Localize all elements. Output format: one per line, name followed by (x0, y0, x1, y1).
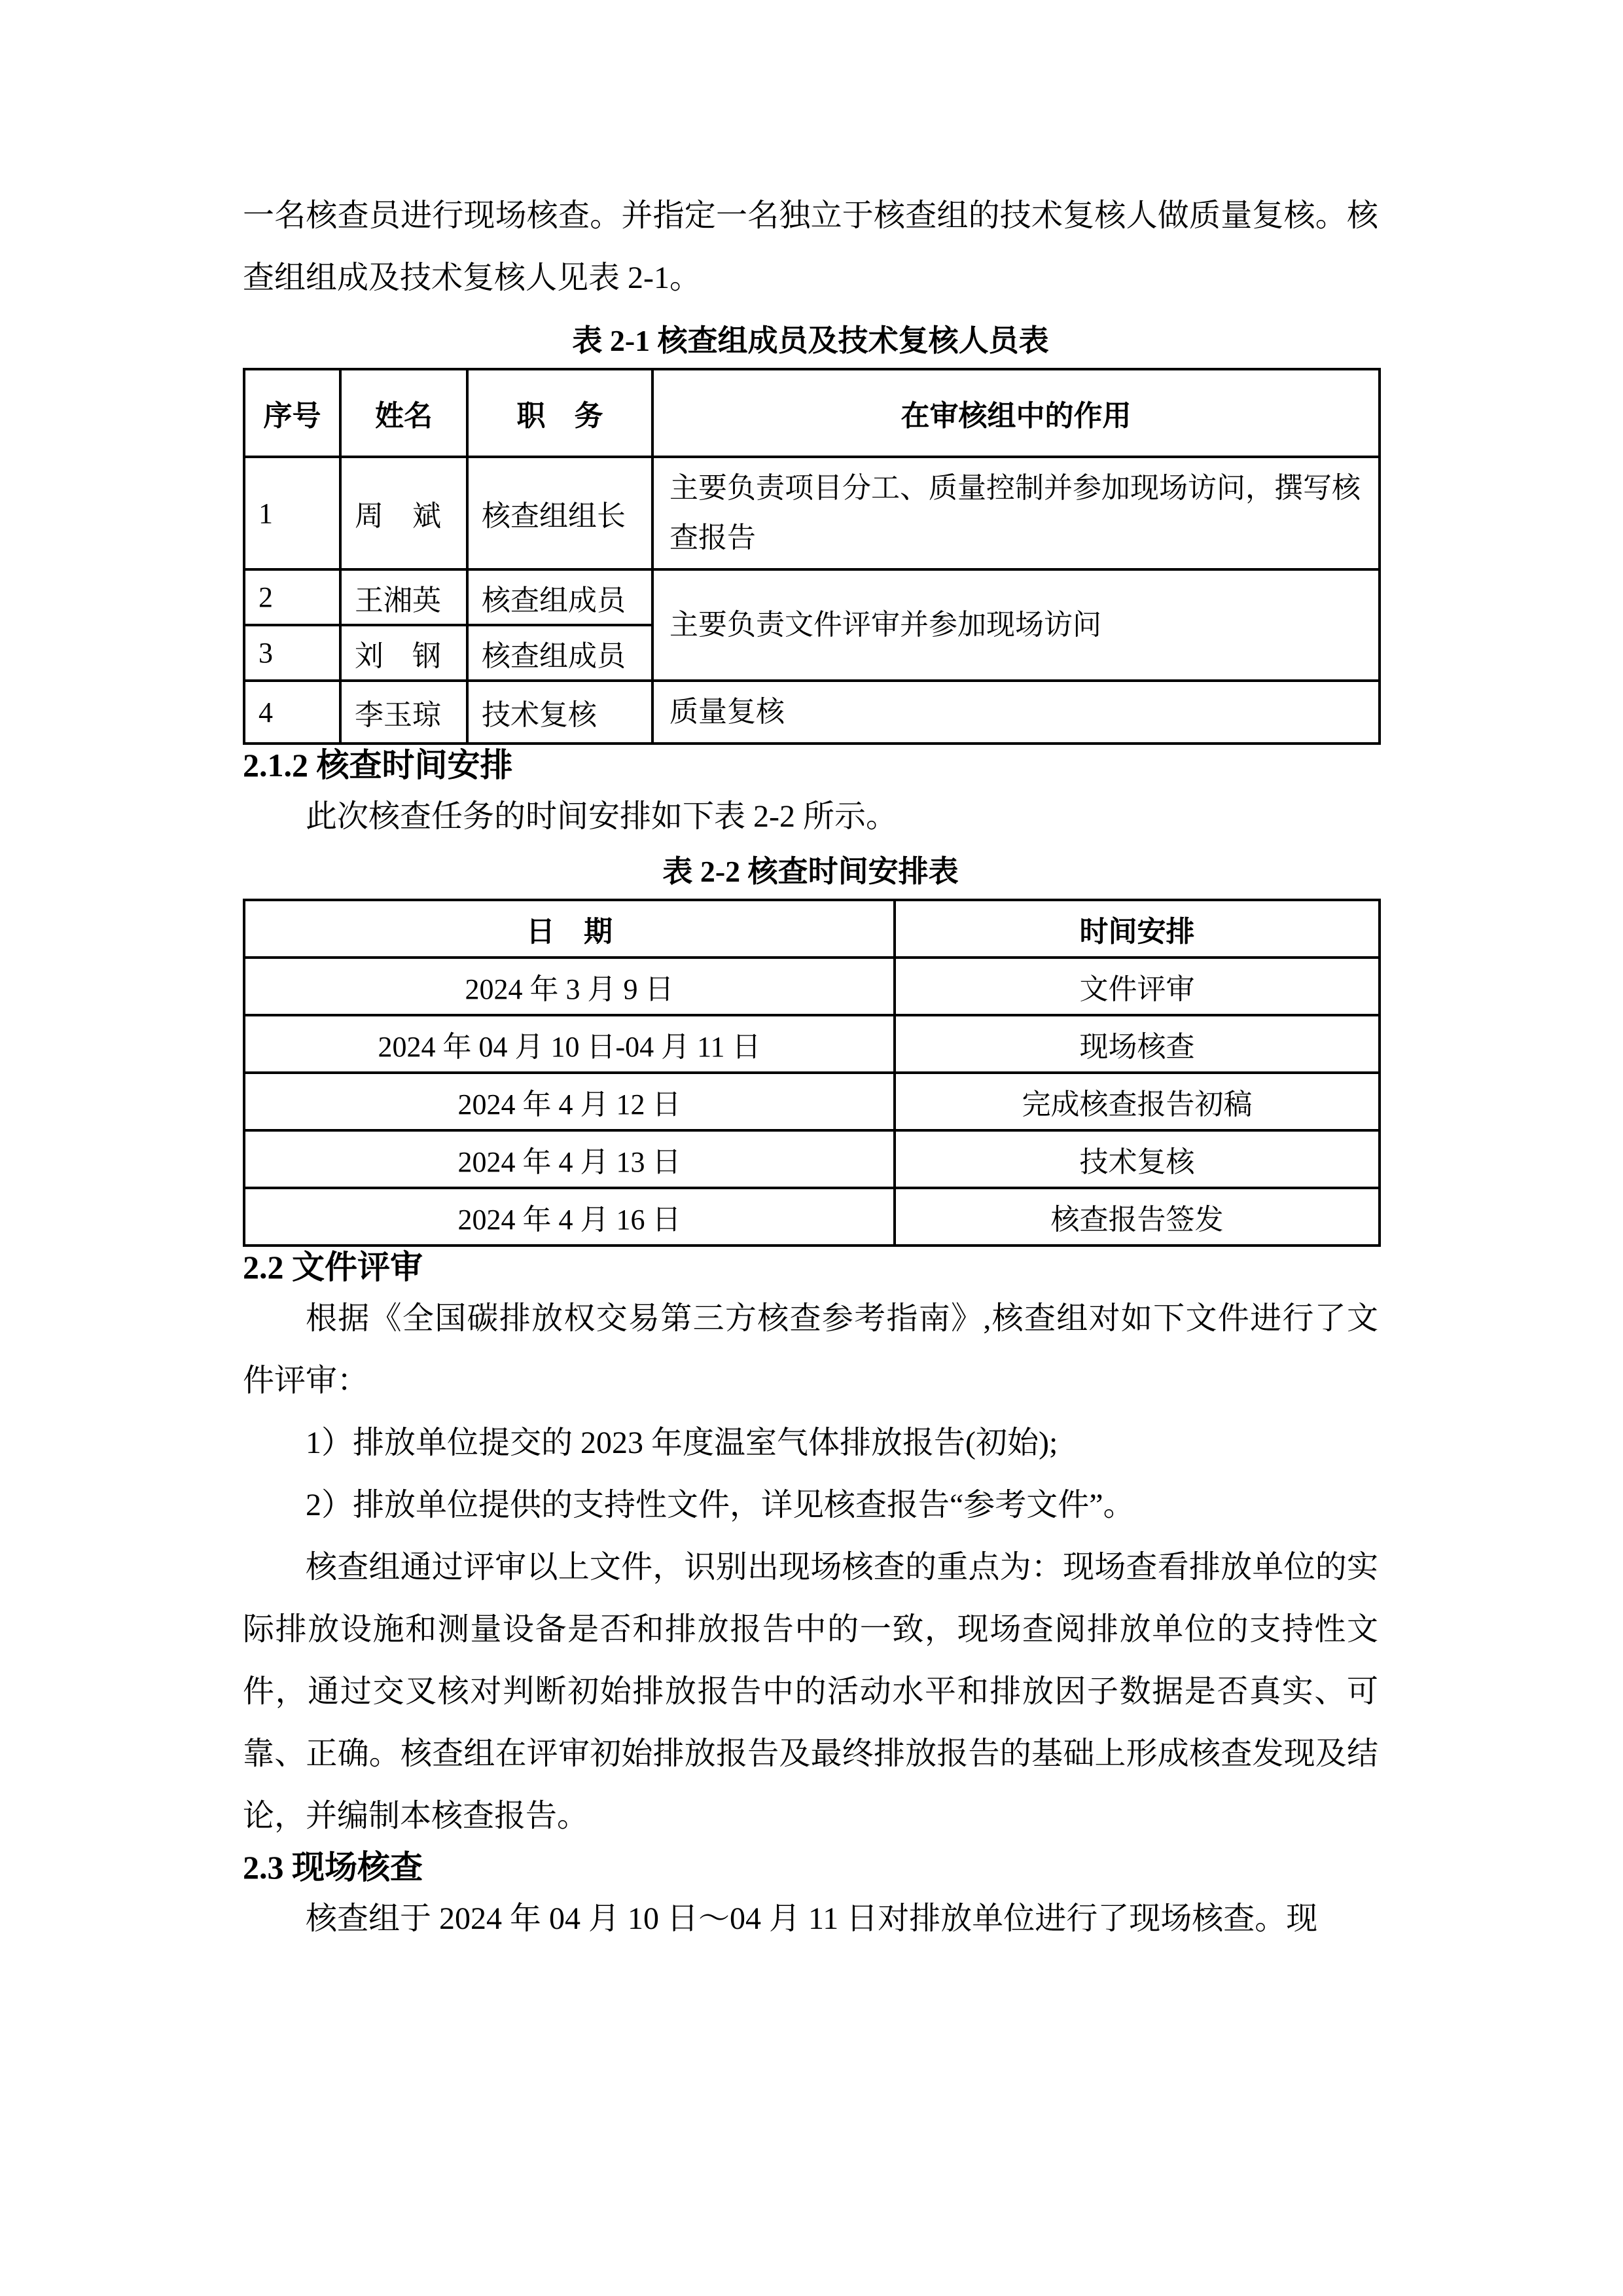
cell-duty: 质量复核 (652, 681, 1380, 744)
cell-no: 2 (244, 569, 340, 625)
cell-role: 核查组组长 (467, 457, 652, 569)
section-heading-2-3: 2.3 现场核查 (243, 1849, 423, 1886)
cell-role: 核查组成员 (467, 569, 652, 625)
table-row (244, 681, 1380, 744)
team-table-header-row (244, 369, 1380, 457)
cell-item: 核查报告签发 (895, 1188, 1380, 1246)
intro-paragraph: 一名核查员进行现场核查。并指定一名独立于核查组的技术复核人做质量复核。核查组组成及技术复核人见表 2-1。 (243, 198, 1378, 295)
table-2-1-caption: 表 2-1 核查组成员及技术复核人员表 (572, 324, 1049, 357)
header-cell-date: 日 期 (244, 900, 895, 958)
cell-date: 2024 年 04 月 10 日-04 月 11 日 (244, 1015, 895, 1073)
table-row (244, 1073, 1380, 1130)
cell-role: 技术复核 (467, 681, 652, 744)
site-visit-paragraph: 核查组于 2024 年 04 月 10 日～04 月 11 日对排放单位进行了现场核查。现 (306, 1901, 1318, 1936)
document-review-analysis: 核查组通过评审以上文件，识别出现场核查的重点为：现场查看排放单位的实际排放设施和测量设备是否和排放报告中的一致，现场查阅排放单位的支持性文件，通过交叉核对判断初始排放报告中的活动水平和排放因子数据是否真实、可靠、正确。核查组在评审初始排放报告及最终排放报告的基础上形成核查发现及结论，并编制本核查报告。 (243, 1550, 1378, 1833)
cell-item: 完成核查报告初稿 (895, 1073, 1380, 1130)
cell-item: 现场核查 (895, 1015, 1380, 1073)
document-review-intro: 根据《全国碳排放权交易第三方核查参考指南》,核查组对如下文件进行了文件评审： (243, 1301, 1378, 1398)
table-row (244, 958, 1380, 1015)
table-row (244, 569, 1380, 625)
page-content (243, 185, 1378, 1950)
cell-name: 王湘英 (340, 569, 467, 625)
header-cell-name: 姓名 (340, 369, 467, 457)
cell-role: 核查组成员 (467, 625, 652, 681)
schedule-table (243, 899, 1381, 1247)
cell-date: 2024 年 4 月 16 日 (244, 1188, 895, 1246)
document-review-item-2: 2）排放单位提供的支持性文件，详见核查报告“参考文件”。 (306, 1488, 1135, 1522)
table-row (244, 457, 1380, 569)
schedule-table-header-row (244, 900, 1380, 958)
cell-item: 技术复核 (895, 1130, 1380, 1188)
cell-date: 2024 年 4 月 12 日 (244, 1073, 895, 1130)
header-cell-item: 时间安排 (895, 900, 1380, 958)
table-2-2-caption: 表 2-2 核查时间安排表 (662, 855, 959, 888)
table-row (244, 1188, 1380, 1246)
cell-duty: 主要负责项目分工、质量控制并参加现场访问，撰写核查报告 (652, 457, 1380, 569)
header-cell-no: 序号 (244, 369, 340, 457)
cell-duty-merged: 主要负责文件评审并参加现场访问 (652, 569, 1380, 681)
cell-name: 刘 钢 (340, 625, 467, 681)
cell-item: 文件评审 (895, 958, 1380, 1015)
table-row (244, 1015, 1380, 1073)
cell-no: 3 (244, 625, 340, 681)
table-row (244, 1130, 1380, 1188)
team-table (243, 368, 1381, 745)
cell-name: 李玉琼 (340, 681, 467, 744)
schedule-intro-paragraph: 此次核查任务的时间安排如下表 2-2 所示。 (306, 799, 897, 834)
document-review-item-1: 1）排放单位提交的 2023 年度温室气体排放报告(初始); (306, 1426, 1058, 1460)
cell-no: 1 (244, 457, 340, 569)
cell-name: 周 斌 (340, 457, 467, 569)
cell-no: 4 (244, 681, 340, 744)
section-heading-2-2: 2.2 文件评审 (243, 1249, 423, 1285)
header-cell-role: 职 务 (467, 369, 652, 457)
header-cell-duty: 在审核组中的作用 (652, 369, 1380, 457)
cell-date: 2024 年 4 月 13 日 (244, 1130, 895, 1188)
cell-date: 2024 年 3 月 9 日 (244, 958, 895, 1015)
section-heading-2-1-2: 2.1.2 核查时间安排 (243, 747, 513, 783)
